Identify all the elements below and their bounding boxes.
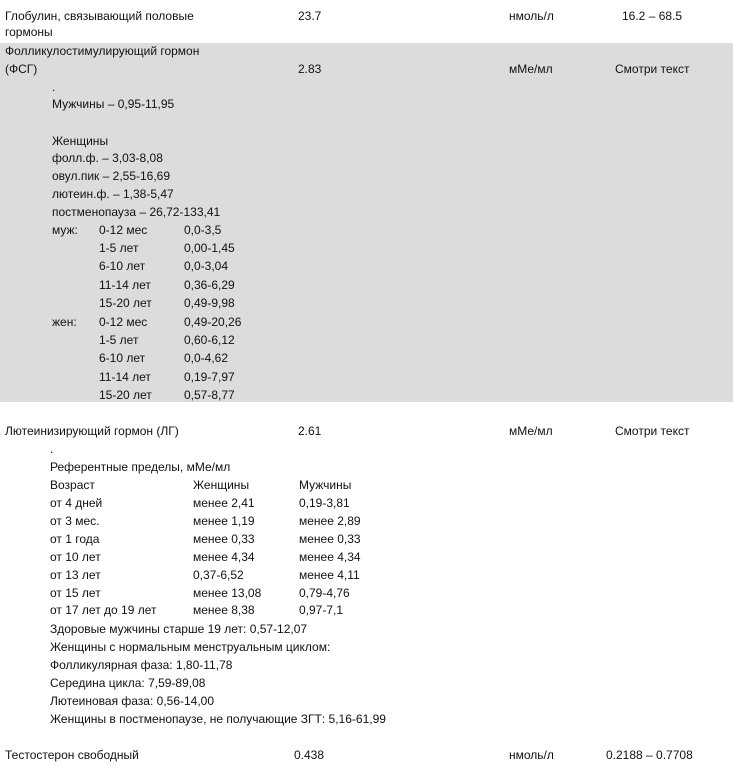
lh-notes-dot: . xyxy=(50,442,54,456)
fsh-female-age: 6-10 лет xyxy=(99,351,146,365)
test-value-lh: 2.61 xyxy=(298,424,322,438)
lh-header-women: Женщины xyxy=(193,478,250,492)
fsh-male-age: 6-10 лет xyxy=(99,259,146,273)
fsh-female-age: 11-14 лет xyxy=(99,370,151,384)
fsh-male-range: 0,0-3,5 xyxy=(184,223,222,237)
lh-footer-line: Женщины в постменопаузе, не получающие ЗГТ: 5,16-61,99 xyxy=(50,712,386,726)
test-value-free-testosterone: 0.438 xyxy=(294,748,325,762)
test-name-shbg-line1: Глобулин, связывающий половые xyxy=(5,9,194,23)
lh-age: от 1 года xyxy=(50,532,100,546)
test-value-shbg: 23.7 xyxy=(298,9,322,23)
lh-header-age: Возраст xyxy=(50,478,95,492)
lh-men-range: 0,19-3,81 xyxy=(299,496,350,510)
test-name-fsh-line1: Фолликулостимулирующий гормон xyxy=(5,44,200,58)
test-unit-fsh: мМе/мл xyxy=(509,62,553,76)
fsh-female-range: 0,19-7,97 xyxy=(184,370,235,384)
fsh-female-range: 0,60-6,12 xyxy=(184,333,235,347)
lh-footer-line: Фолликулярная фаза: 1,80-11,78 xyxy=(50,658,233,672)
test-name-fsh-line2: (ФСГ) xyxy=(5,62,38,76)
fsh-female-range: 0,57-8,77 xyxy=(184,388,235,402)
lh-age: от 13 лет xyxy=(50,568,101,582)
lh-women-range: менее 4,34 xyxy=(193,550,255,564)
test-unit-shbg: нмоль/л xyxy=(509,9,554,23)
lh-men-range: менее 4,34 xyxy=(299,550,361,564)
lh-footer-line: Женщины с нормальным менструальным циклом: xyxy=(50,640,331,654)
lh-age: от 15 лет xyxy=(50,586,101,600)
fsh-female-age: 1-5 лет xyxy=(99,333,139,347)
lh-footer-line: Лютеиновая фаза: 0,56-14,00 xyxy=(50,694,215,708)
test-name-shbg-line2: гормоны xyxy=(5,25,53,39)
lh-notes-title: Референтные пределы, мМе/мл xyxy=(50,460,231,474)
fsh-female-age: 15-20 лет xyxy=(99,388,152,402)
test-value-fsh: 2.83 xyxy=(298,62,322,76)
lh-women-range: менее 8,38 xyxy=(193,603,255,617)
lh-age: от 10 лет xyxy=(50,550,101,564)
lh-men-range: менее 2,89 xyxy=(299,514,361,528)
lh-header-men: Мужчины xyxy=(299,478,352,492)
fsh-male-range: 0,49-9,98 xyxy=(184,296,235,310)
fsh-men-range: Мужчины – 0,95-11,95 xyxy=(52,97,175,111)
fsh-notes-dot: . xyxy=(52,80,56,94)
test-reference-free-testosterone: 0.2188 – 0.7708 xyxy=(606,748,693,762)
lh-men-range: 0,79-4,76 xyxy=(299,586,350,600)
lh-women-range: менее 13,08 xyxy=(193,586,262,600)
lh-women-range: менее 0,33 xyxy=(193,532,255,546)
test-reference-lh: Смотри текст xyxy=(615,424,690,438)
test-reference-fsh: Смотри текст xyxy=(615,62,690,76)
fsh-female-range: 0,49-20,26 xyxy=(184,315,242,329)
fsh-women-line: постменопауза – 26,72-133,41 xyxy=(52,205,221,219)
test-unit-free-testosterone: нмоль/л xyxy=(509,748,554,762)
lh-men-range: менее 0,33 xyxy=(299,532,361,546)
lh-age: от 4 дней xyxy=(50,496,103,510)
test-unit-lh: мМе/мл xyxy=(509,424,553,438)
fsh-women-line: фолл.ф. – 3,03-8,08 xyxy=(52,151,163,165)
fsh-female-age: 0-12 мес xyxy=(99,315,148,329)
fsh-male-range: 0,36-6,29 xyxy=(184,278,235,292)
lh-women-range: 0,37-6,52 xyxy=(193,568,244,582)
lh-footer-line: Здоровые мужчины старше 19 лет: 0,57-12,07 xyxy=(50,622,308,636)
fsh-women-line: лютеин.ф. – 1,38-5,47 xyxy=(52,187,174,201)
fsh-female-label: жен: xyxy=(52,315,77,329)
fsh-male-age: 1-5 лет xyxy=(99,241,139,255)
lh-women-range: менее 2,41 xyxy=(193,496,255,510)
lh-men-range: менее 4,11 xyxy=(299,568,360,582)
lh-women-range: менее 1,19 xyxy=(193,514,255,528)
fsh-male-age: 15-20 лет xyxy=(99,296,152,310)
fsh-women-title: Женщины xyxy=(52,134,109,148)
fsh-male-age: 0-12 мес xyxy=(99,223,148,237)
fsh-female-range: 0,0-4,62 xyxy=(184,351,229,365)
fsh-women-line: овул.пик – 2,55-16,69 xyxy=(52,169,171,183)
lh-footer-line: Середина цикла: 7,59-89,08 xyxy=(50,676,206,690)
fsh-male-range: 0,0-3,04 xyxy=(184,259,229,273)
lh-age: от 17 лет до 19 лет xyxy=(50,603,157,617)
test-name-free-testosterone: Тестостерон свободный xyxy=(5,748,139,762)
test-name-lh: Лютеинизирующий гормон (ЛГ) xyxy=(5,424,179,438)
lh-age: от 3 мес. xyxy=(50,514,100,528)
fsh-male-range: 0,00-1,45 xyxy=(184,241,235,255)
lh-men-range: 0,97-7,1 xyxy=(299,603,344,617)
fsh-male-label: муж: xyxy=(52,223,78,237)
test-reference-shbg: 16.2 – 68.5 xyxy=(622,9,683,23)
fsh-male-age: 11-14 лет xyxy=(99,278,151,292)
